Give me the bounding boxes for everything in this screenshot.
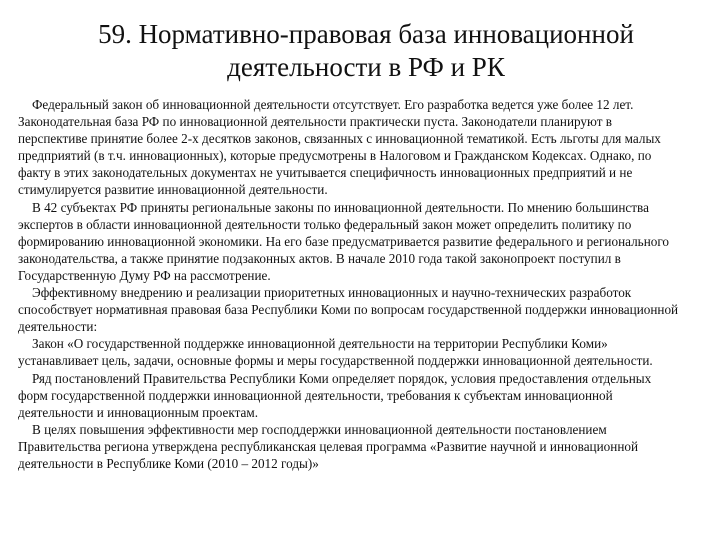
document-body: [18, 96, 684, 472]
paragraph-government-decrees: Ряд постановлений Правительства Республики Коми определяет порядок, условия предоставления отдельных форм государственной поддержки инновационной деятельности, требования к субъектам инновационной деятельности и инновационным проектам.: [18, 370, 652, 420]
paragraph-target-program: В целях повышения эффективности мер господдержки инновационной деятельности постановлением Правительства региона утверждена республиканская целевая программа «Развитие научной и инновационной деятельности в Республике Коми (2010 – 2012 годы)»: [18, 421, 639, 471]
paragraph-federal-law: Федеральный закон об инновационной деятельности отсутствует. Его разработка ведется уже более 12 лет. Законодательная база РФ по инновационной деятельности практически пуста. Законодатели планируют в перспективе принятие более 2-х десятков законов, связанных с инновационной тематикой. Есть льготы для малых предприятий (в т.ч. инновационных), которые предусмотрены в Налоговом и Гражданском Кодексах. Однако, по факту в этих законодательных документах не учитывается специфичность инновационных предприятий и не стимулируется развитие инновационной деятельности.: [18, 97, 661, 198]
title-line-2: деятельности в РФ и РК: [227, 52, 505, 82]
title-line-1: 59. Нормативно-правовая база инновационной: [98, 19, 634, 49]
paragraph-regional-laws: В 42 субъектах РФ приняты региональные законы по инновационной деятельности. По мнению большинства экспертов в области инновационной деятельности только федеральный закон может определить политику по формированию инновационной экономики. На его базе предусматривается развитие федерального и регионального законодательства, а также принятие подзаконных актов. В начале 2010 года такой законопроект поступил в Государственную Думу РФ на рассмотрение.: [18, 199, 670, 283]
paragraph-komi-legal-base: Эффективному внедрению и реализации приоритетных инновационных и научно-технических разработок способствует нормативная правовая база Республики Коми по вопросам государственной поддержки инновационной деятельности:: [18, 285, 679, 335]
page-title: [18, 18, 684, 84]
paragraph-komi-law: Закон «О государственной поддержке инновационной деятельности на территории Республики Коми» устанавливает цель, задачи, основные формы и меры государственной поддержки инновационной деятельности.: [18, 336, 653, 369]
